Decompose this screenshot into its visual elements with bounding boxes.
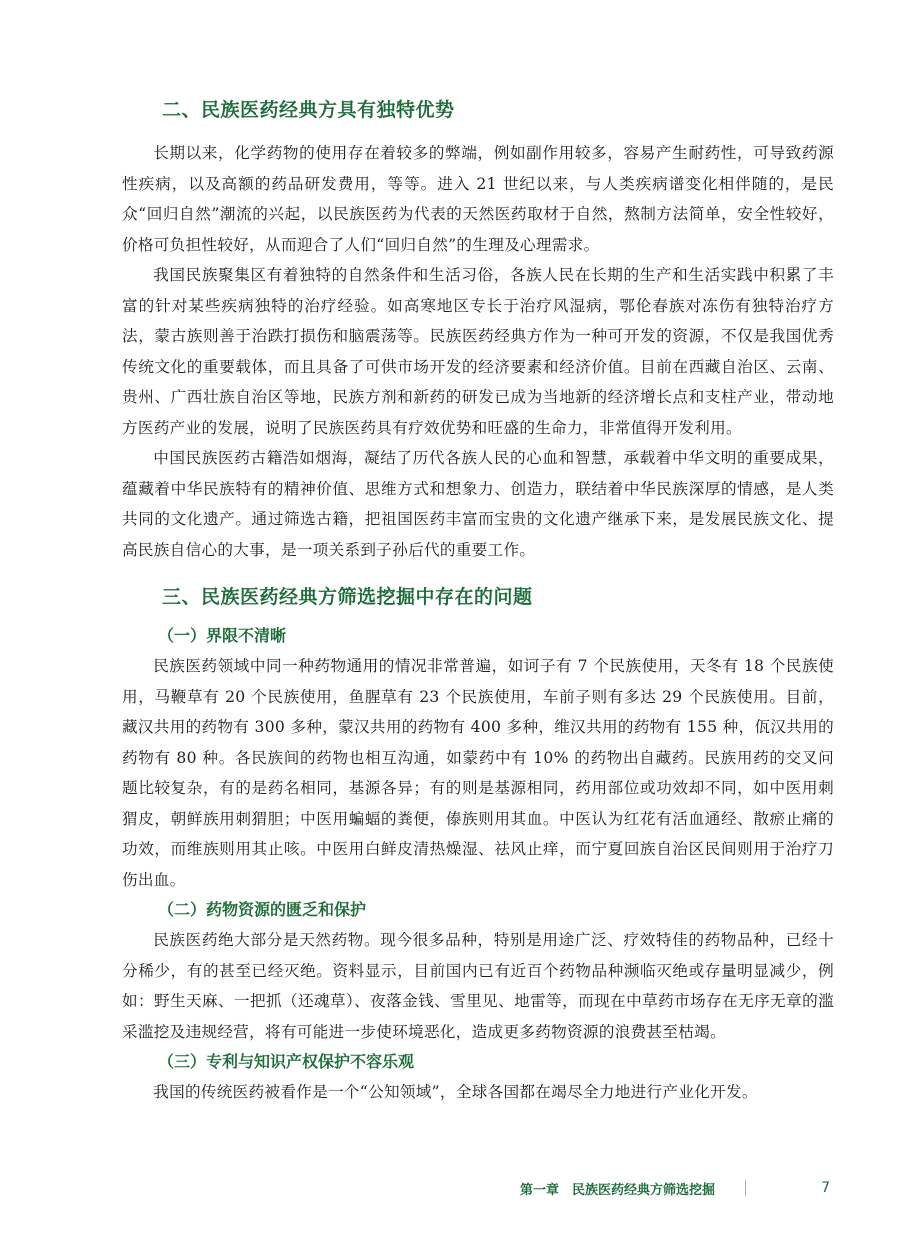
section-heading: 二、民族医药经典方具有独特优势 [162,99,455,121]
body-paragraph: 民族医药领域中同一种药物通用的情况非常普遍，如诃子有 7 个民族使用，天冬有 18 个民族使用，马鞭草有 20 个民族使用，鱼腥草有 23 个民族使用，车前子则有多达 29 个民族使用。目前，藏汉共用的药物有 300 多种，蒙汉共用的药物有 400 多种，维汉共用的药物有 155 种，佤汉共用的药物有 80 种。各民族间的药物也相互沟通，如蒙药中有 10% 的药物出自藏药。民族用药的交叉问题比较复杂，有的是药名相同，基源各异；有的则是基源相同，药用部位或功效却不同，如中医用刺猬皮，朝鲜族用刺猬胆；中医用蝙蝠的粪便，傣族则用其血。中医认为红花有活血通经、散瘀止痛的功效，而维族则用其止咳。中医用白鲜皮清热燥湿、祛风止痒，而宁夏回族自治区民间则用于治疗刀伤出血。 [122,657,834,889]
body-paragraph: 长期以来，化学药物的使用存在着较多的弊端，例如副作用较多，容易产生耐药性，可导致药源性疾病，以及高额的药品研发费用，等等。进入 21 世纪以来，与人类疾病谱变化相伴随的，是民众“回归自然”潮流的兴起，以民族医药为代表的天然医药取材于自然，熬制方法简单，安全性较好，价格可负担性较好，从而迎合了人们“回归自然”的生理及心理需求。 [122,144,834,254]
subsection-heading: （三）专利与知识产权保护不容乐观 [158,1052,415,1071]
body-paragraph: 民族医药绝大部分是天然药物。现今很多品种，特别是用途广泛、疗效特佳的药物品种，已经十分稀少，有的甚至已经灭绝。资料显示，目前国内已有近百个药物品种濒临灭绝或存量明显减少，例如：野生天麻、一把抓（还魂草）、夜落金钱、雪里见、地雷等，而现在中草药市场存在无序无章的滥采滥挖及违规经营，将有可能进一步使环境恶化，造成更多药物资源的浪费甚至枯竭。 [122,931,834,1041]
body-paragraph: 我国民族聚集区有着独特的自然条件和生活习俗，各族人民在长期的生产和生活实践中积累了丰富的针对某些疾病独特的治疗经验。如高寒地区专长于治疗风湿病，鄂伦春族对冻伤有独特治疗方法，蒙古族则善于治跌打损伤和脑震荡等。民族医药经典方作为一种可开发的资源，不仅是我国优秀传统文化的重要载体，而且具备了可供市场开发的经济要素和经济价值。目前在西藏自治区、云南、贵州、广西壮族自治区等地，民族方剂和新药的研发已成为当地新的经济增长点和支柱产业，带动地方医药产业的发展，说明了民族医药具有疗效优势和旺盛的生命力，非常值得开发利用。 [122,266,834,437]
body-paragraph: 我国的传统医药被看作是一个“公知领域”，全球各国都在竭尽全力地进行产业化开发。 [153,1083,758,1101]
chapter-title: 第一章 民族医药经典方筛选挖掘 [520,1182,716,1198]
subsection-heading: （二）药物资源的匮乏和保护 [158,900,367,919]
page-number: 7 [821,1180,830,1196]
page-body [122,92,834,1108]
footer-divider [745,1180,746,1196]
page-footer [520,1176,840,1200]
body-paragraph: 中国民族医药古籍浩如烟海，凝结了历代各族人民的心血和智慧，承载着中华文明的重要成果，蕴藏着中华民族特有的精神价值、思维方式和想象力、创造力，联结着中华民族深厚的情感，是人类共同的文化遗产。通过筛选古籍，把祖国医药丰富而宝贵的文化遗产继承下来，是发展民族文化、提高民族自信心的大事，是一项关系到子孙后代的重要工作。 [122,449,834,559]
section-heading: 三、民族医药经典方筛选挖掘中存在的问题 [162,586,533,608]
subsection-heading: （一）界限不清晰 [158,626,287,645]
